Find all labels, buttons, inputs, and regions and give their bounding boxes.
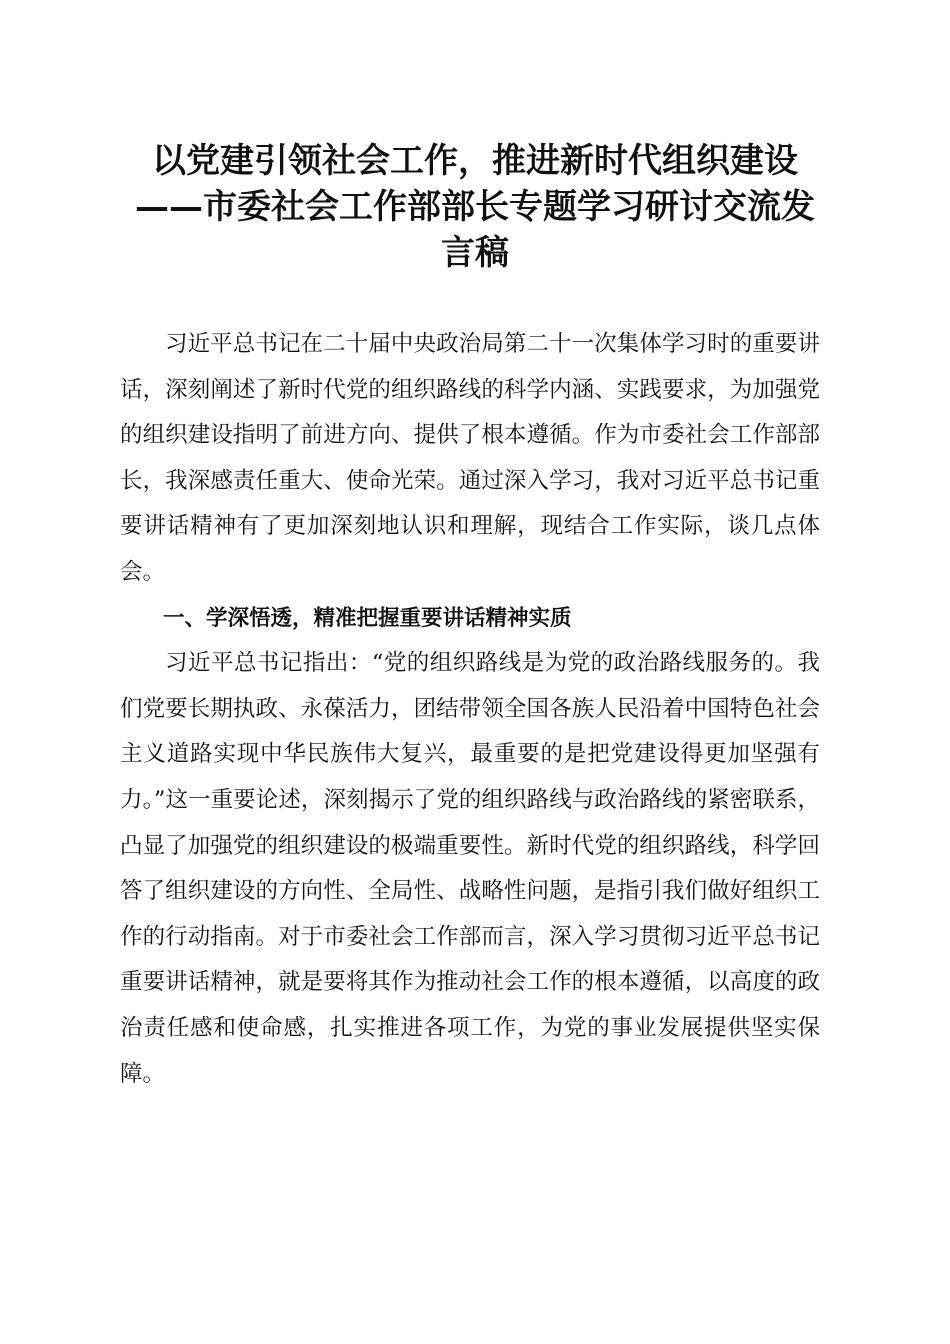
intro-paragraph: 习近平总书记在二十届中央政治局第二十一次集体学习时的重要讲话，深刻阐述了新时代党的组织路线的科学内涵、实践要求，为加强党的组织建设指明了前进方向、提供了根本遵循。作为市委社会工作部部长，我深感责任重大、使命光荣。通过深入学习，我对习近平总书记重要讲话精神有了更加深刻地认识和理解，现结合工作实际，谈几点体会。 [120, 331, 820, 585]
document-title [100, 138, 850, 276]
section-heading: 一、学深悟透，精准把握重要讲话精神实质 [163, 605, 572, 631]
document-body [120, 322, 820, 1097]
title-line-3: 言稿 [441, 233, 509, 273]
body-paragraph: 习近平总书记指出：“党的组织路线是为党的政治路线服务的。我们党要长期执政、永葆活力，团结带领全国各族人民沿着中国特色社会主义道路实现中华民族伟大复兴，最重要的是把党建设得更加坚强有力。”这一重要论述，深刻揭示了党的组织路线与政治路线的紧密联系，凸显了加强党的组织建设的极端重要性。新时代党的组织路线，科学回答了组织建设的方向性、全局性、战略性问题，是指引我们做好组织工作的行动指南。对于市委社会工作部而言，深入学习贯彻习近平总书记重要讲话精神，就是要将其作为推动社会工作的根本遵循，以高度的政治责任感和使命感，扎实推进各项工作，为党的事业发展提供坚实保障。 [120, 650, 820, 1087]
title-line-1: 以党建引领社会工作，推进新时代组织建设 [152, 141, 798, 181]
title-line-2: ——市委社会工作部部长专题学习研讨交流发 [135, 187, 815, 227]
